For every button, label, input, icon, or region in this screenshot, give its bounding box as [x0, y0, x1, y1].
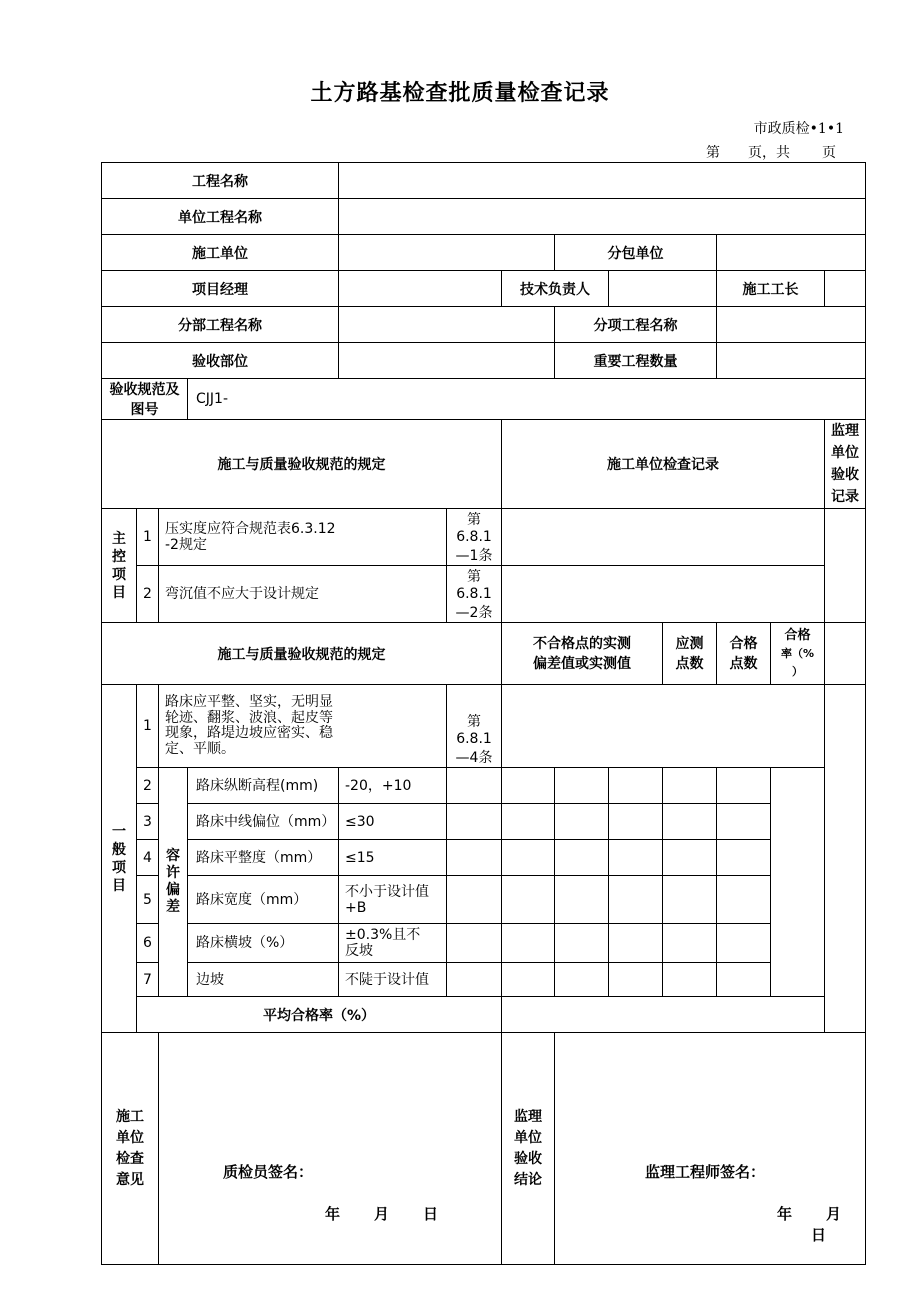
- general-row-5-no: 5: [137, 876, 159, 924]
- construction-opinion-label: 施工 单位 检查 意见: [102, 1033, 159, 1265]
- subcontract-value[interactable]: [717, 235, 866, 271]
- sub-project-value[interactable]: [339, 307, 555, 343]
- row-4-cell-5[interactable]: [663, 840, 717, 876]
- row-6-cell-2[interactable]: [502, 924, 555, 963]
- main-item-2-clause: 第6.8.1—2条: [447, 566, 502, 623]
- main-item-2-check[interactable]: [502, 566, 825, 623]
- main-item-2-text: 弯沉值不应大于设计规定: [159, 566, 447, 623]
- inspection-record-table: [101, 162, 866, 1265]
- main-item-2-no: 2: [137, 566, 159, 623]
- accept-part-label: 验收部位: [102, 343, 339, 379]
- row-2-cell-6[interactable]: [717, 768, 771, 804]
- row-6-cell-1[interactable]: [447, 924, 502, 963]
- foreman-label: 施工工长: [717, 271, 825, 307]
- page-di: 第: [706, 145, 720, 161]
- construction-unit-label: 施工单位: [102, 235, 339, 271]
- row-4-cell-6[interactable]: [717, 840, 771, 876]
- important-qty-value[interactable]: [717, 343, 866, 379]
- general-item-1-text: 路床应平整、坚实，无明显 轮迹、翻浆、波浪、起皮等 现象，路堤边坡应密实、稳 定、平顺。: [159, 685, 447, 768]
- general-row-4-no: 4: [137, 840, 159, 876]
- item-project-label: 分项工程名称: [555, 307, 717, 343]
- general-should-header: 应测 点数: [663, 623, 717, 685]
- general-row-7-value: 不陡于设计值: [339, 963, 447, 997]
- row-6-cell-6[interactable]: [717, 924, 771, 963]
- row-6-cell-3[interactable]: [555, 924, 609, 963]
- general-row-7-name: 边坡: [188, 963, 339, 997]
- supervisor-conclusion-label: 监理 单位 验收 结论: [502, 1033, 555, 1265]
- main-item-1-no: 1: [137, 509, 159, 566]
- spec-value: CJJ1-: [188, 379, 866, 420]
- supervisor-date-year: 年: [777, 1205, 793, 1223]
- row-2-cell-4[interactable]: [609, 768, 663, 804]
- important-qty-label: 重要工程数量: [555, 343, 717, 379]
- row-5-cell-5[interactable]: [663, 876, 717, 924]
- row-7-cell-4[interactable]: [609, 963, 663, 997]
- main-item-1-text: 压实度应符合规范表6.3.12 -2规定: [159, 509, 447, 566]
- general-row-2-name: 路床纵断高程(mm): [188, 768, 339, 804]
- row-2-cell-5[interactable]: [663, 768, 717, 804]
- general-blank-header: [825, 623, 866, 685]
- pm-label: 项目经理: [102, 271, 339, 307]
- row-7-cell-2[interactable]: [502, 963, 555, 997]
- accept-part-value[interactable]: [339, 343, 555, 379]
- supervisor-header-line1: 监理单位: [831, 423, 860, 461]
- row-4-cell-1[interactable]: [447, 840, 502, 876]
- item-project-value[interactable]: [717, 307, 866, 343]
- main-supervisor-header: [825, 420, 866, 509]
- construction-date-day: 日: [423, 1205, 439, 1223]
- row-7-cell-3[interactable]: [555, 963, 609, 997]
- general-row-7-no: 7: [137, 963, 159, 997]
- main-item-1-check[interactable]: [502, 509, 825, 566]
- general-item-1-check[interactable]: [502, 685, 825, 768]
- spec-label: 验收规范及图号: [102, 379, 188, 420]
- row-2-cell-3[interactable]: [555, 768, 609, 804]
- main-control-label: 主 控 项 目: [102, 509, 137, 623]
- general-spec-header: 施工与质量验收规范的规定: [102, 623, 502, 685]
- main-item-1-clause: 第6.8.1—1条: [447, 509, 502, 566]
- page-title: 土方路基检查批质量检查记录: [310, 81, 610, 106]
- supervisor-date-day: 日: [811, 1226, 827, 1244]
- row-3-cell-3[interactable]: [555, 804, 609, 840]
- general-row-5-name: 路床宽度（mm）: [188, 876, 339, 924]
- unit-project-value[interactable]: [339, 199, 866, 235]
- supervisor-date-month: 月: [826, 1205, 842, 1223]
- general-row-4-value: ≤15: [339, 840, 447, 876]
- general-rate-header: 合格 率（% ）: [771, 623, 825, 685]
- sub-project-label: 分部工程名称: [102, 307, 339, 343]
- row-5-cell-1[interactable]: [447, 876, 502, 924]
- row-2-cell-2[interactable]: [502, 768, 555, 804]
- row-2-cell-1[interactable]: [447, 768, 502, 804]
- engineer-sign-label: 监理工程师签名：: [645, 1163, 766, 1181]
- row-3-cell-5[interactable]: [663, 804, 717, 840]
- general-item-label: 一 般 项 目: [102, 685, 137, 1033]
- general-row-5-value: 不小于设计值 +B: [339, 876, 447, 924]
- row-5-cell-2[interactable]: [502, 876, 555, 924]
- general-row-2-value: -20，+10: [339, 768, 447, 804]
- general-item-1-clause: 第6.8.1—4条: [447, 685, 502, 768]
- general-row-6-name: 路床横坡（%）: [188, 924, 339, 963]
- general-supervisor-record[interactable]: [825, 685, 866, 1033]
- supervisor-conclusion-area[interactable]: [555, 1033, 866, 1265]
- supervisor-date: [777, 1203, 865, 1245]
- page-ye: 页: [822, 145, 836, 161]
- general-row-3-no: 3: [137, 804, 159, 840]
- general-pass-header: 合格 点数: [717, 623, 771, 685]
- row-3-cell-2[interactable]: [502, 804, 555, 840]
- main-supervisor-record[interactable]: [825, 509, 866, 623]
- inspector-sign-label: 质检员签名：: [223, 1163, 314, 1181]
- tolerance-label: 容 许 偏 差: [159, 768, 188, 997]
- row-3-cell-4[interactable]: [609, 804, 663, 840]
- construction-date-year: 年: [325, 1205, 341, 1223]
- foreman-value[interactable]: [825, 271, 866, 307]
- construction-unit-value[interactable]: [339, 235, 555, 271]
- general-row-3-name: 路床中线偏位（mm）: [188, 804, 339, 840]
- row-6-cell-4[interactable]: [609, 924, 663, 963]
- general-row-6-no: 6: [137, 924, 159, 963]
- subcontract-label: 分包单位: [555, 235, 717, 271]
- pm-value[interactable]: [339, 271, 502, 307]
- row-4-cell-3[interactable]: [555, 840, 609, 876]
- project-name-label: 工程名称: [102, 163, 339, 199]
- project-name-value[interactable]: [339, 163, 866, 199]
- general-row-3-value: ≤30: [339, 804, 447, 840]
- main-spec-header: 施工与质量验收规范的规定: [102, 420, 502, 509]
- tech-label: 技术负责人: [502, 271, 609, 307]
- main-check-header: 施工单位检查记录: [502, 420, 825, 509]
- row-5-cell-4[interactable]: [609, 876, 663, 924]
- form-code: 市政质检•1•1: [753, 121, 844, 137]
- page-ye-gong: 页，共: [748, 145, 790, 161]
- row-7-cell-5[interactable]: [663, 963, 717, 997]
- general-deviation-header: 不合格点的实测 偏差值或实测值: [502, 623, 663, 685]
- row-3-cell-1[interactable]: [447, 804, 502, 840]
- row-6-cell-5[interactable]: [663, 924, 717, 963]
- page-number: [706, 142, 836, 162]
- construction-date: [325, 1203, 438, 1224]
- general-row-2-no: 2: [137, 768, 159, 804]
- general-item-1-no: 1: [137, 685, 159, 768]
- row-5-cell-6[interactable]: [717, 876, 771, 924]
- construction-opinion-area[interactable]: [159, 1033, 502, 1265]
- row-5-cell-3[interactable]: [555, 876, 609, 924]
- unit-project-label: 单位工程名称: [102, 199, 339, 235]
- general-row-4-name: 路床平整度（mm）: [188, 840, 339, 876]
- construction-date-month: 月: [374, 1205, 390, 1223]
- row-4-cell-4[interactable]: [609, 840, 663, 876]
- row-7-cell-6[interactable]: [717, 963, 771, 997]
- avg-pass-rate-value[interactable]: [502, 997, 825, 1033]
- tech-value[interactable]: [609, 271, 717, 307]
- supervisor-header-line2: 验收记录: [831, 467, 860, 505]
- row-4-cell-2[interactable]: [502, 840, 555, 876]
- row-7-cell-1[interactable]: [447, 963, 502, 997]
- avg-pass-rate-label: 平均合格率（%）: [137, 997, 502, 1033]
- row-3-cell-6[interactable]: [717, 804, 771, 840]
- general-row-6-value: ±0.3%且不 反坡: [339, 924, 447, 963]
